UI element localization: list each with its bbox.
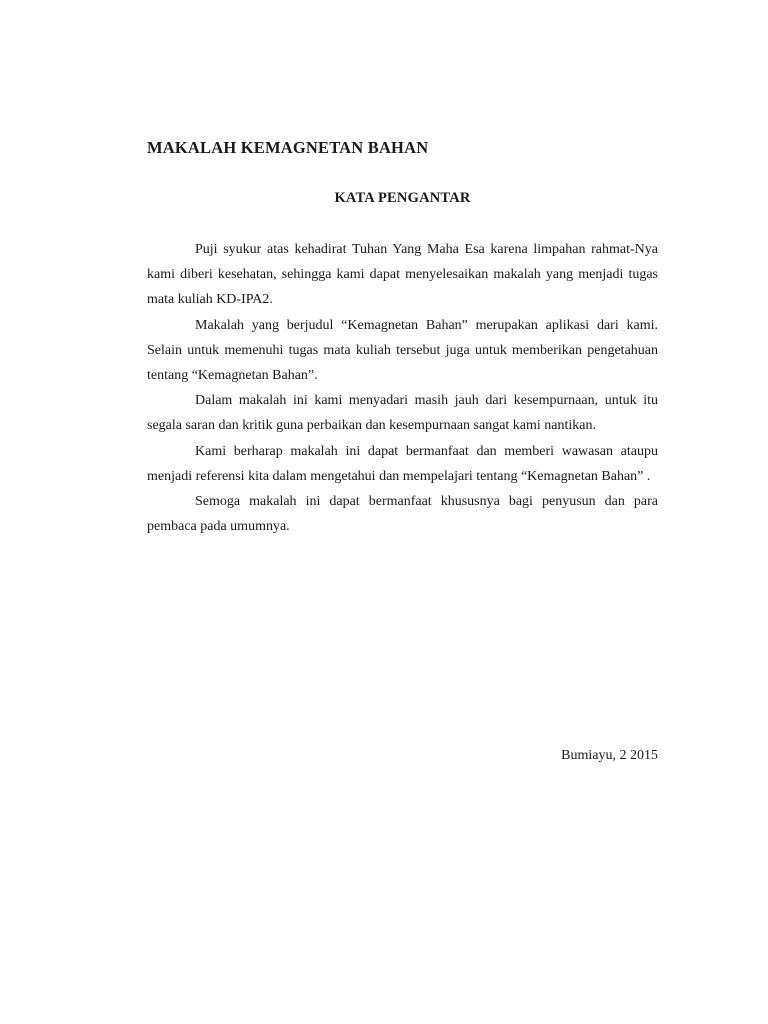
place-and-date: Bumiayu, 2 2015 xyxy=(561,748,658,763)
paragraph: Semoga makalah ini dapat bermanfaat khususnya bagi penyusun dan para pembaca pada umumnya. xyxy=(147,494,658,535)
paragraph: Puji syukur atas kehadirat Tuhan Yang Maha Esa karena limpahan rahmat-Nya kami diberi kesehatan, sehingga kami dapat menyelesaikan makalah yang menjadi tugas mata kuliah KD-IPA2. xyxy=(147,242,658,308)
document-body xyxy=(147,237,658,539)
paragraph: Dalam makalah ini kami menyadari masih jauh dari kesempurnaan, untuk itu segala saran dan kritik guna perbaikan dan kesempurnaan sangat kami nantikan. xyxy=(147,393,658,434)
paragraph: Kami berharap makalah ini dapat bermanfaat dan memberi wawasan ataupu menjadi referensi kita dalam mengetahui dan mempelajari tentang “Kemagnetan Bahan” . xyxy=(147,443,658,484)
section-heading: KATA PENGANTAR xyxy=(334,190,471,206)
paragraph: Makalah yang berjudul “Kemagnetan Bahan” merupakan aplikasi dari kami. Selain untuk memenuhi tugas mata kuliah tersebut juga untuk memberikan pengetahuan tentang “Kemagnetan Bahan”. xyxy=(147,317,658,384)
document-title: MAKALAH KEMAGNETAN BAHAN xyxy=(147,138,429,157)
